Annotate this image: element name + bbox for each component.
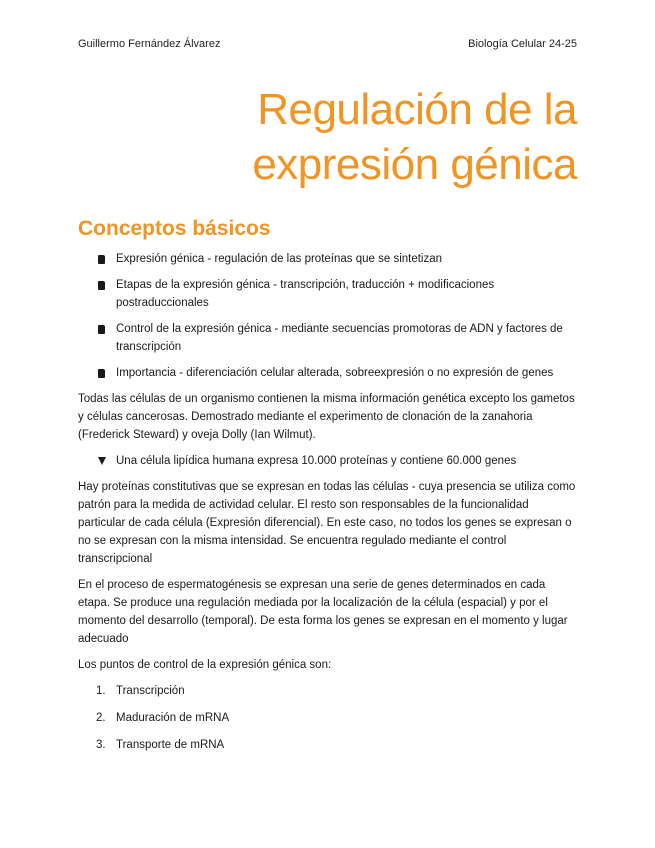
header-course: Biología Celular 24-25 [468,38,577,50]
list-item-text: Etapas de la expresión génica - transcripción, traducción + modificaciones postraduccionales [116,279,495,309]
list-number: 1. [96,685,106,697]
list-item [78,736,578,754]
concept-list [78,250,578,382]
arrow-down-icon [98,457,106,465]
checkpoint-list [78,682,578,754]
list-item [78,709,578,727]
square-bullet-icon [98,255,105,264]
page-header [78,38,577,54]
page-title: Regulación de la expresión génica [252,85,577,189]
square-bullet-icon [98,369,105,378]
sub-list-item-text: Una célula lipídica humana expresa 10.000 proteínas y contiene 60.000 genes [116,455,517,467]
paragraph-genetic-info: Todas las células de un organismo contienen la misma información genética excepto los gametos y células cancerosas. Demostrado mediante el experimento de clonación de la zanahoria (Frederick Steward) y oveja Dolly (Ian Wilmut). [78,393,575,441]
list-item-text: Transporte de mRNA [116,739,225,751]
list-item-text: Importancia - diferenciación celular alterada, sobreexpresión o no expresión de genes [116,367,554,379]
header-author: Guillermo Fernández Álvarez [78,38,221,50]
list-item [78,682,578,700]
list-item-text: Control de la expresión génica - mediante secuencias promotoras de ADN y factores de transcripción [116,323,563,353]
list-item-text: Transcripción [116,685,185,697]
list-item-text: Maduración de mRNA [116,712,230,724]
list-item [78,250,578,268]
list-item [78,364,578,382]
sub-list-item [78,452,578,470]
square-bullet-icon [98,281,105,290]
list-number: 3. [96,739,106,751]
paragraph-constitutive-proteins: Hay proteínas constitutivas que se expresan en todas las células - cuya presencia se utiliza como patrón para la medida de actividad celular. El resto son responsables de la funcionalidad particular de cada célula (Expresión diferencial). En este caso, no todos los genes se expresan o no se expresan con la misma intensidad. Se encuentra regulado mediante el control transcripcional [78,481,576,565]
square-bullet-icon [98,325,105,334]
sub-list [78,452,578,470]
list-item [78,276,578,312]
section-content [78,250,578,763]
section-heading: Conceptos básicos [78,217,271,240]
list-item-text: Expresión génica - regulación de las proteínas que se sintetizan [116,253,443,265]
list-item [78,320,578,356]
paragraph-spermatogenesis: En el proceso de espermatogénesis se expresan una serie de genes determinados en cada etapa. Se produce una regulación mediada por la localización de la célula (espacial) y por el momento del desarrollo (temporal). De esta forma los genes se expresan en el momento y lugar adecuado [78,579,568,645]
list-number: 2. [96,712,106,724]
paragraph-checkpoints-intro: Los puntos de control de la expresión génica son: [78,659,332,671]
